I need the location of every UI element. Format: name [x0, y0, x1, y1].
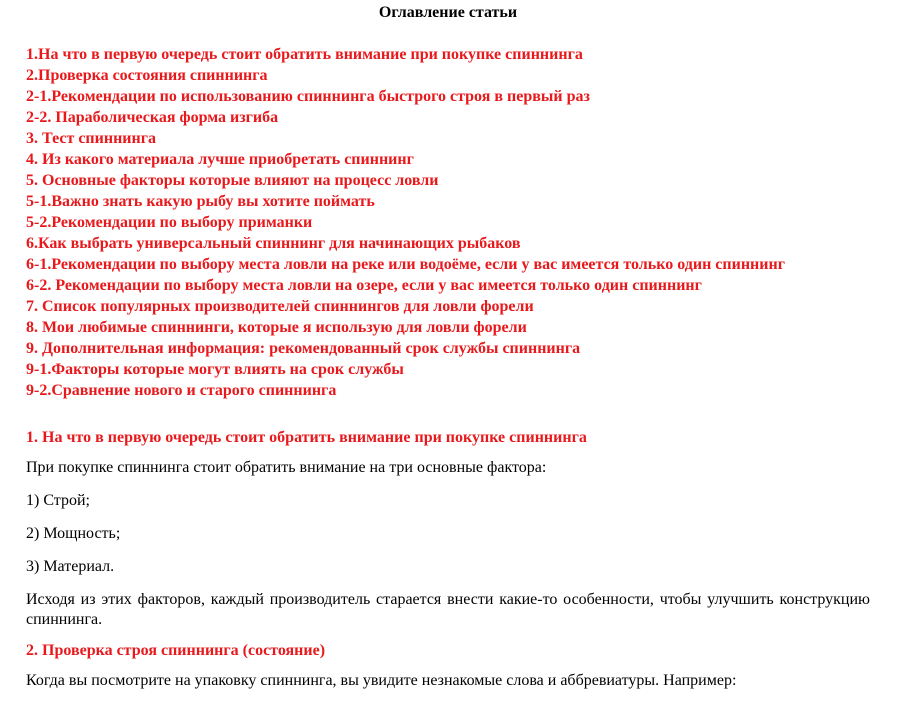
- toc-link-7[interactable]: 7. Список популярных производителей спиннингов для ловли форели: [26, 298, 534, 315]
- toc-link-2-1[interactable]: 2-1.Рекомендации по использованию спиннинга быстрого строя в первый раз: [26, 88, 590, 105]
- toc-link-4[interactable]: 4. Из какого материала лучше приобретать спиннинг: [26, 151, 414, 168]
- toc-link-2-2[interactable]: 2-2. Параболическая форма изгиба: [26, 109, 279, 126]
- table-of-contents: [26, 44, 896, 401]
- toc-link-3[interactable]: 3. Тест спиннинга: [26, 130, 156, 147]
- toc-link-5-1[interactable]: 5-1.Важно знать какую рыбу вы хотите поймать: [26, 193, 375, 210]
- toc-link-9-1[interactable]: 9-1.Факторы которые могут влиять на срок службы: [26, 361, 404, 378]
- section-heading-2: 2. Проверка строя спиннинга (состояние): [26, 642, 326, 659]
- list-item-power: 2) Мощность;: [26, 525, 121, 542]
- list-item-material: 3) Материал.: [26, 558, 115, 575]
- toc-link-9[interactable]: 9. Дополнительная информация: рекомендованный срок службы спиннинга: [26, 340, 581, 357]
- article-body: [26, 428, 870, 704]
- toc-link-5-2[interactable]: 5-2.Рекомендации по выбору приманки: [26, 214, 313, 231]
- toc-link-5[interactable]: 5. Основные факторы которые влияют на процесс ловли: [26, 172, 439, 189]
- toc-link-8[interactable]: 8. Мои любимые спиннинги, которые я использую для ловли форели: [26, 319, 527, 336]
- toc-link-6[interactable]: 6.Как выбрать универсальный спиннинг для начинающих рыбаков: [26, 235, 521, 252]
- toc-link-9-2[interactable]: 9-2.Сравнение нового и старого спиннинга: [26, 382, 337, 399]
- toc-link-6-2[interactable]: 6-2. Рекомендации по выбору места ловли на озере, если у вас имеется только один спиннинг: [26, 277, 702, 294]
- section-heading-1: 1. На что в первую очередь стоит обратить внимание при покупке спиннинга: [26, 429, 587, 446]
- page-title: Оглавление статьи: [378, 4, 518, 21]
- toc-link-1[interactable]: 1.На что в первую очередь стоит обратить внимание при покупке спиннинга: [26, 46, 583, 63]
- toc-link-6-1[interactable]: 6-1.Рекомендации по выбору места ловли на реке или водоёме, если у вас имеется только один спиннинг: [26, 256, 785, 273]
- section-2-intro: Когда вы посмотрите на упаковку спиннинга, вы увидите незнакомые слова и аббревиатуры. Например:: [26, 672, 737, 689]
- list-item-build: 1) Строй;: [26, 492, 90, 509]
- section-1-conclusion: Исходя из этих факторов, каждый производитель старается внести какие-то особенности, чтобы улучшить конструкцию спиннинга.: [26, 591, 870, 628]
- toc-link-2[interactable]: 2.Проверка состояния спиннинга: [26, 67, 268, 84]
- section-1-intro: При покупке спиннинга стоит обратить внимание на три основные фактора:: [26, 459, 547, 476]
